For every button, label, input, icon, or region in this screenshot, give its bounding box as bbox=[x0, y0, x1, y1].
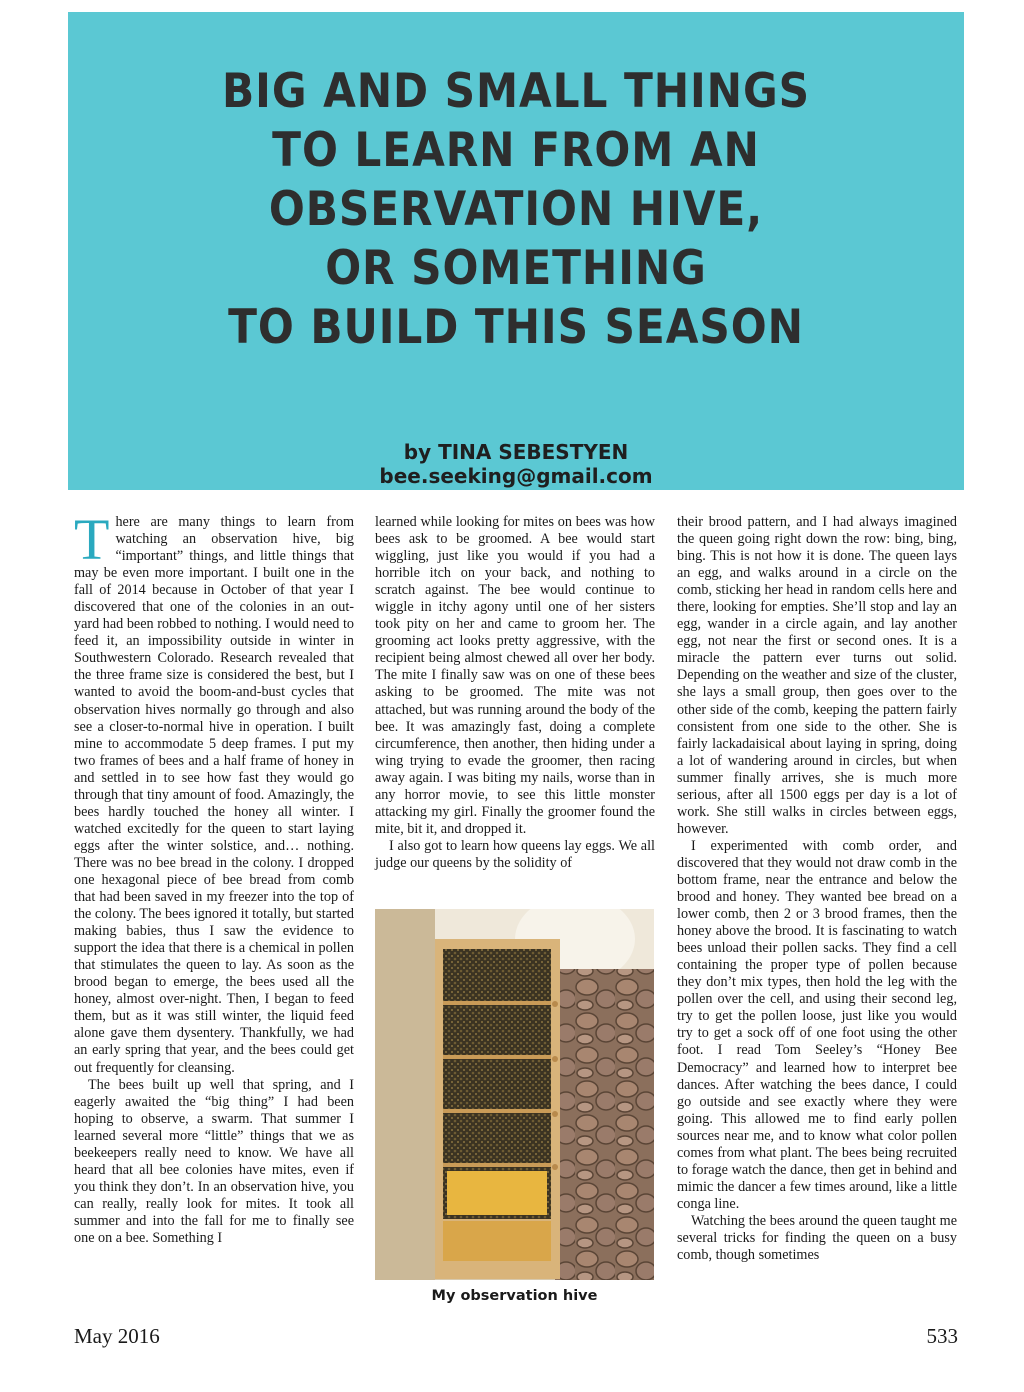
title-line: OBSERVATION HIVE, bbox=[268, 182, 764, 237]
title-line: BIG AND SMALL THINGS bbox=[222, 64, 810, 119]
observation-hive-photo bbox=[375, 909, 654, 1280]
paragraph bbox=[74, 507, 355, 1077]
title-line: OR SOMETHING bbox=[325, 241, 707, 296]
paragraph: I also got to learn how queens lay eggs. We all judge our queens by the solidity of bbox=[375, 837, 655, 871]
paragraph: Watching the bees around the queen taught me several tricks for finding the queen on a busy comb, though sometimes bbox=[677, 1212, 957, 1264]
paragraph: I experimented with comb order, and discovered that they would not draw comb in the bottom frame, near the entrance and below the brood and honey. They wanted bee bread on a lower comb, then 2 or 3 brood frames, then the honey above the brood. It is fascinating to watch bees unload their pollen sacks. They find a cell containing the proper type of pollen because they don’t mix types, then hold the leg with the pollen over the cell, and using their second leg, try to get the pollen loose, just like you would try to get a sock off of one foot using the other foot. I read Tom Seeley’s “Honey Bee Democracy” and learned how to interpret bee dances. After watching the bees dance, I could go outside and see exactly where they were going. This allowed me to find early pollen sources near me, and to know what color pollen comes from what plant. The bees being recruited to forage watch the dance, then get in behind and mimic the dancer a few times around, like a little conga line. bbox=[677, 837, 957, 1212]
paragraph: their brood pattern, and I had always imagined the queen going right down the row: bing, bing, bing. This is not how it is done. The queen lays an egg, and walks around in a circle on the comb, sticking her head in random cells here and there, looking for empties. She’ll stop and lay an egg, wander in a circle again, and lay another egg, not near the first or second ones. It is a miracle the pattern ever turns out solid. Depending on the weather and size of the cluster, she lays a small group, then goes over to the other side of the comb, keeping the pattern fairly consistent from one side to the other. She is fairly lackadaisical about laying in spring, doing a lot of wandering around in circles, but when summer finally arrives, she is much more serious, after all 1500 eggs per day is a lot of work. She still walks in circles between eggs, however. bbox=[677, 514, 957, 837]
paragraph: The bees built up well that spring, and I eagerly awaited the “big thing” I had been hoping to observe, a swarm. That summer I learned several more “little” things that we as beekeepers really need to know. We have all heard that all bee colonies have mites, even if you think they don’t. In an observation hive, you can really, really look for mites. It took all summer and into the fall for me to finally see one on a bee. Something I bbox=[74, 1076, 354, 1246]
paragraph: learned while looking for mites on bees was how bees ask to be groomed. A bee would start wiggling, just like you would if you had a horrible itch on your back, and nothing to scratch against. The bee would continue to wiggle in itchy agony until one of her sisters took pity on her and came to groom her. The grooming act looks pretty aggressive, with the recipient being almost chewed all over her body. The mite I finally saw was on one of these bees asking to be groomed. The mite was not attached, but was running around the body of the bee. It was amazingly fast, doing a complete circumference, then another, then hiding under a wing trying to evade the groomer, then racing away again. I was biting my nails, worse than in any horror movie, to see this little monster attacking my girl. Finally the groomer found the mite, bit it, and dropped it. bbox=[375, 514, 655, 837]
drop-cap: T bbox=[74, 507, 110, 572]
page-number: 533 bbox=[926, 1324, 958, 1348]
title-line: TO BUILD THIS SEASON bbox=[228, 300, 804, 355]
issue-date: May 2016 bbox=[74, 1324, 160, 1348]
title-line: TO LEARN FROM AN bbox=[272, 123, 760, 178]
byline-block bbox=[68, 440, 964, 488]
article-column-3 bbox=[677, 514, 957, 1264]
article-column-1 bbox=[74, 507, 355, 1247]
hive-photo-illustration bbox=[375, 909, 654, 1280]
author-email: bee.seeking@gmail.com bbox=[379, 464, 653, 488]
photo-caption: My observation hive bbox=[431, 1288, 598, 1304]
author-byline: by TINA SEBESTYEN bbox=[403, 440, 629, 464]
article-column-2 bbox=[375, 514, 655, 872]
paragraph-text: here are many things to learn from watching an observation hive, big “important” things, and little things that may be even more important. I built one in the fall of 2014 because in October of that year I discovered that one of the colonies in an out-yard had been robbed to nothing. I would need to feed it, an impossibility outside in winter in Southwestern Colorado. Research revealed that the three frame size is considered the best, but I wanted to avoid the boom-and-bust cycles that observation hives normally go through and also see a closer-to-normal hive in operation. I built mine to accommodate 5 deep frames. I put my two frames of bees and a half frame of honey in and settled in to see how fast they would go through that tiny amount of food. Amazingly, the bees hardly touched the honey all winter. I watched excitedly for the queen to start laying eggs after the winter solstice, and… nothing. There was no bee bread in the colony. I dropped one hexagonal piece of bee bread from comb that had been saved in my freezer into the top of the colony. The bees ignored it totally, but started making babies, thus I saw the evidence to support the idea that there is a chemical in pollen that stimulates the queen to lay. As soon as the brood began to emerge, the bees used all the honey, almost over-night. Then, I began to feed them, but as it was still winter, the liquid feed alone gave them dysentery. Thankfully, we had an early spring that year, and the bees could get out frequently for cleansing. bbox=[74, 514, 355, 1076]
article-title bbox=[113, 62, 919, 357]
title-banner bbox=[68, 12, 964, 490]
